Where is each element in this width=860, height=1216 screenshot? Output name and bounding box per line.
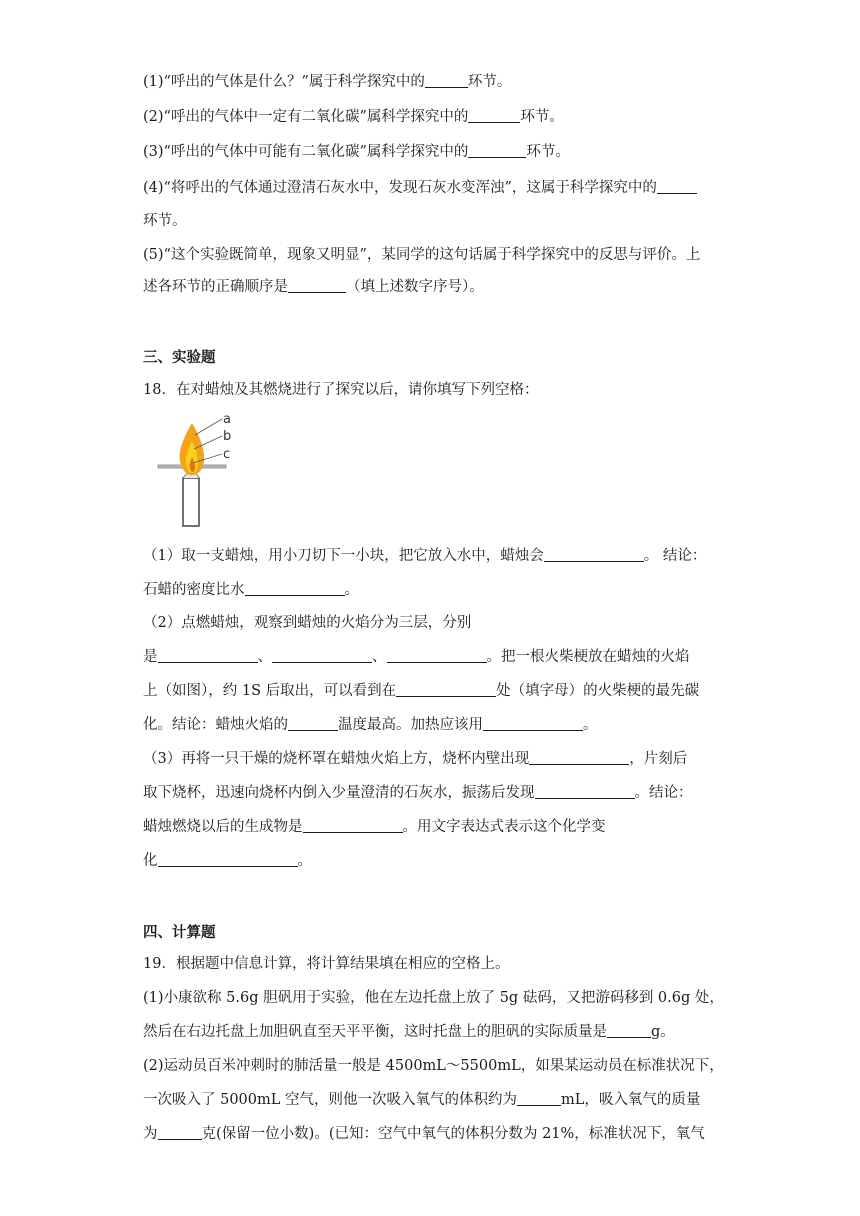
answer-blank[interactable]: [272, 647, 372, 663]
q18-part2-line-1: （2）点燃蜡烛，观察到蜡烛的火焰分为三层，分别: [143, 615, 472, 631]
question-1: (1)“呼出的气体是什么？”属于科学探究中的 环节。: [143, 74, 512, 90]
answer-blank[interactable]: [517, 1090, 561, 1106]
q19-part2-line-1: (2)运动员百米冲刺时的肺活量一般是 4500mL～5500mL，如果某运动员在标准状况下，: [143, 1058, 724, 1074]
answer-blank[interactable]: [529, 749, 629, 765]
q18-part3-line-4: 化 。: [143, 853, 312, 869]
answer-blank[interactable]: [483, 715, 583, 731]
answer-blank[interactable]: [396, 681, 496, 697]
answer-blank[interactable]: [468, 142, 526, 158]
label-a: a: [223, 412, 231, 427]
candle-flame-figure: [152, 405, 242, 529]
question-18-stem: 18．在对蜡烛及其燃烧进行了探究以后，请你填写下列空格：: [143, 382, 539, 398]
answer-blank[interactable]: [288, 715, 338, 731]
answer-blank[interactable]: [657, 178, 697, 194]
q19-part1-line-2: 然后在右边托盘上加胆矾直至天平平衡，这时托盘上的胆矾的实际质量是 g。: [143, 1024, 675, 1040]
answer-blank[interactable]: [468, 107, 520, 123]
q18-part1-line-2: 石蜡的密度比水 。: [143, 582, 359, 598]
answer-blank[interactable]: [245, 580, 345, 596]
q18-part2-line-4: 化。结论：蜡烛火焰的 温度最高。加热应该用 。: [143, 717, 598, 733]
q18-part2-line-3: 上（如图），约 1S 后取出，可以看到在 处（填字母）的火柴梗的最先碳: [143, 683, 700, 699]
q18-part2-line-2: 是 、 、 。把一根火柴梗放在蜡烛的火焰: [143, 649, 690, 665]
answer-blank[interactable]: [158, 1124, 202, 1140]
q19-part1-line-1: (1)小康欲称 5.6g 胆矾用于实验，他在左边托盘上放了 5g 砝码，又把游码移到 0.6g 处，: [143, 990, 724, 1006]
q18-part1-line-1: （1）取一支蜡烛，用小刀切下一小块，把它放入水中，蜡烛会 。 结论：: [143, 548, 707, 564]
answer-blank[interactable]: [544, 546, 644, 562]
answer-blank[interactable]: [535, 783, 635, 799]
section-heading-calculation: 四、计算题: [143, 925, 216, 941]
q18-part3-line-1: （3）再将一只干燥的烧杯罩在蜡烛火焰上方，烧杯内壁出现 ，片刻后: [143, 751, 688, 767]
question-5-line-1: (5)“这个实验既简单，现象又明显”，某同学的这句话属于科学探究中的反思与评价。上: [143, 247, 701, 263]
label-c: c: [223, 447, 231, 462]
question-5-line-2: 述各环节的正确顺序是 （填上述数字序号）。: [143, 279, 484, 295]
label-b: b: [223, 429, 232, 444]
answer-blank[interactable]: [425, 72, 468, 88]
answer-blank[interactable]: [387, 647, 487, 663]
q18-part3-line-2: 取下烧杯，迅速向烧杯内倒入少量澄清的石灰水，振荡后发现 。结论：: [143, 785, 693, 801]
question-3: (3)“呼出的气体中可能有二氧化碳”属科学探究中的 环节。: [143, 144, 570, 160]
answer-blank[interactable]: [288, 277, 346, 293]
answer-blank[interactable]: [158, 647, 258, 663]
answer-blank[interactable]: [158, 851, 298, 867]
q19-part2-line-3: 为 克(保留一位小数)。(已知：空气中氧气的体积分数为 21%，标准状况下，氧气: [143, 1126, 705, 1142]
answer-blank[interactable]: [607, 1022, 651, 1038]
question-2: (2)“呼出的气体中一定有二氧化碳”属科学探究中的 环节。: [143, 109, 564, 125]
question-4-line-1: (4)“将呼出的气体通过澄清石灰水中，发现石灰水变浑浊”，这属于科学探究中的: [143, 178, 697, 198]
q19-part2-line-2: 一次吸入了 5000mL 空气，则他一次吸入氧气的体积约为 mL，吸入氧气的质量: [143, 1092, 701, 1108]
question-4-line-2: 环节。: [143, 213, 187, 229]
pointer-a: [195, 419, 222, 435]
section-heading-experiment: 三、实验题: [143, 350, 216, 366]
q18-part3-line-3: 蜡烛燃烧以后的生成物是 。用文字表达式表示这个化学变: [143, 819, 606, 835]
question-19-stem: 19．根据题中信息计算，将计算结果填在相应的空格上。: [143, 956, 510, 972]
answer-blank[interactable]: [303, 817, 403, 833]
candle-body: [183, 478, 199, 526]
